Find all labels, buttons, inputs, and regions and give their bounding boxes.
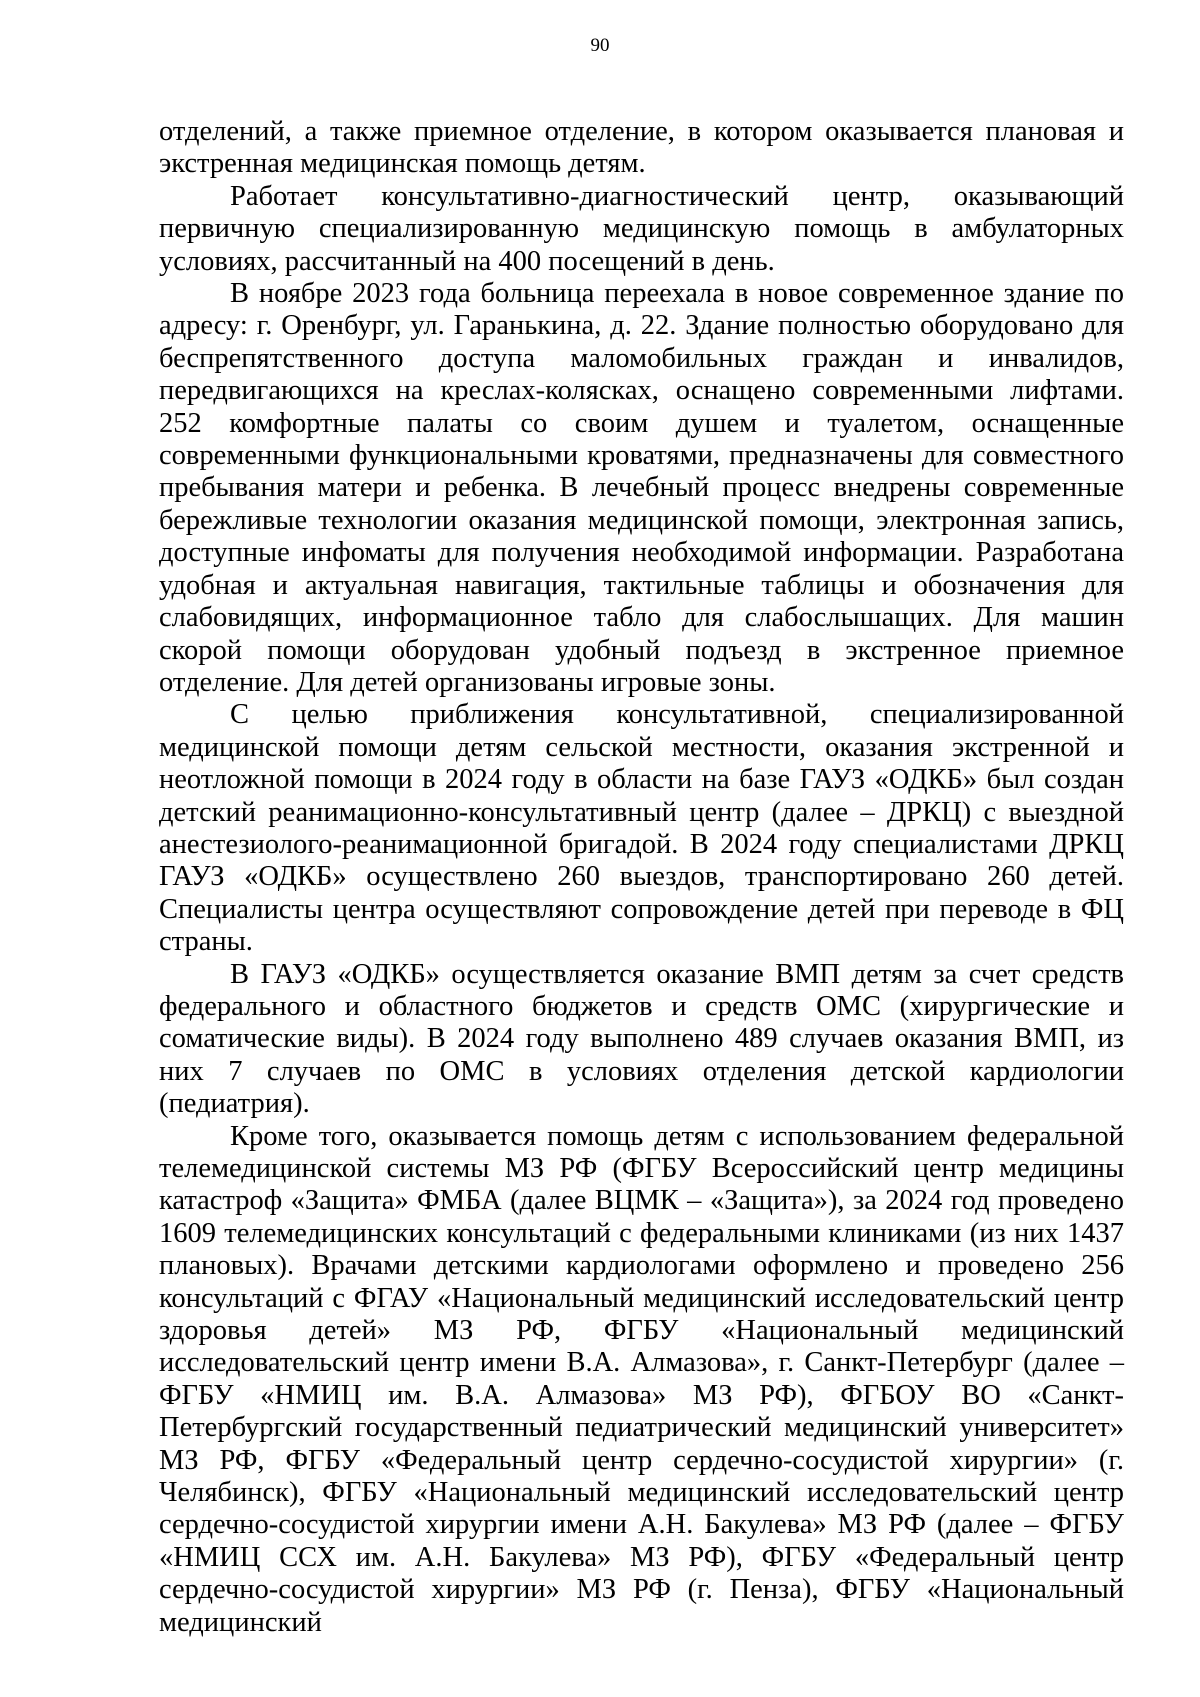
paragraph-continuation: отделений, а также приемное отделение, в котором оказывается плановая и экстренная медицинская помощь детям.: [159, 116, 1124, 180]
paragraph-drkc: С целью приближения консультативной, специализированной медицинской помощи детям сельской местности, оказания экстренной и неотложной помощи в 2024 году в области на базе ГАУЗ «ОДКБ» был создан детский реанимационно-консультативный центр (далее – ДРКЦ) с выездной анестезиолого-реанимационной бригадой. В 2024 году специалистами ДРКЦ ГАУЗ «ОДКБ» осуществлено 260 выездов, транспортировано 260 детей. Специалисты центра осуществляют сопровождение детей при переводе в ФЦ страны.: [159, 699, 1124, 958]
paragraph-telemedicine: Кроме того, оказывается помощь детям с использованием федеральной телемедицинской системы МЗ РФ (ФГБУ Всероссийский центр медицины катастроф «Защита» ФМБА (далее ВЦМК – «Защита»), за 2024 год проведено 1609 телемедицинских консультаций с федеральными клиниками (из них 1437 плановых). Врачами детскими кардиологами оформлено и проведено 256 консультаций с ФГАУ «Национальный медицинский исследовательский центр здоровья детей» МЗ РФ, ФГБУ «Национальный медицинский исследовательский центр имени В.А. Алмазова», г. Санкт-Петербург (далее – ФГБУ «НМИЦ им. В.А. Алмазова» МЗ РФ), ФГБОУ ВО «Санкт-Петербургский государственный педиатрический медицинский университет» МЗ РФ, ФГБУ «Федеральный центр сердечно-сосудистой хирургии» (г. Челябинск), ФГБУ «Национальный медицинский исследовательский центр сердечно-сосудистой хирургии имени А.Н. Бакулева» МЗ РФ (далее – ФГБУ «НМИЦ ССХ им. А.Н. Бакулева» МЗ РФ), ФГБУ «Федеральный центр сердечно-сосудистой хирургии» МЗ РФ (г. Пенза), ФГБУ «Национальный медицинский: [159, 1120, 1124, 1638]
paragraph-new-building: В ноябре 2023 года больница переехала в новое современное здание по адресу: г. Оренбург, ул. Гаранькина, д. 22. Здание полностью оборудовано для беспрепятственного доступа маломобильных граждан и инвалидов, передвигающихся на креслах-колясках, оснащено современными лифтами. 252 комфортные палаты со своим душем и туалетом, оснащенные современными функциональными кроватями, предназначены для совместного пребывания матери и ребенка. В лечебный процесс внедрены современные бережливые технологии оказания медицинской помощи, электронная запись, доступные инфоматы для получения необходимой информации. Разработана удобная и актуальная навигация, тактильные таблицы и обозначения для слабовидящих, информационное табло для слабослышащих. Для машин скорой помощи оборудован удобный подъезд в экстренное приемное отделение. Для детей организованы игровые зоны.: [159, 278, 1124, 698]
document-body: [159, 116, 1124, 1639]
page-number: 90: [590, 35, 610, 56]
paragraph-consultative-center: Работает консультативно-диагностический центр, оказывающий первичную специализированную медицинскую помощь в амбулаторных условиях, рассчитанный на 400 посещений в день.: [159, 180, 1124, 277]
paragraph-vmp: В ГАУЗ «ОДКБ» осуществляется оказание ВМП детям за счет средств федерального и областного бюджетов и средств ОМС (хирургические и соматические виды). В 2024 году выполнено 489 случаев оказания ВМП, из них 7 случаев по ОМС в условиях отделения детской кардиологии (педиатрия).: [159, 958, 1124, 1120]
